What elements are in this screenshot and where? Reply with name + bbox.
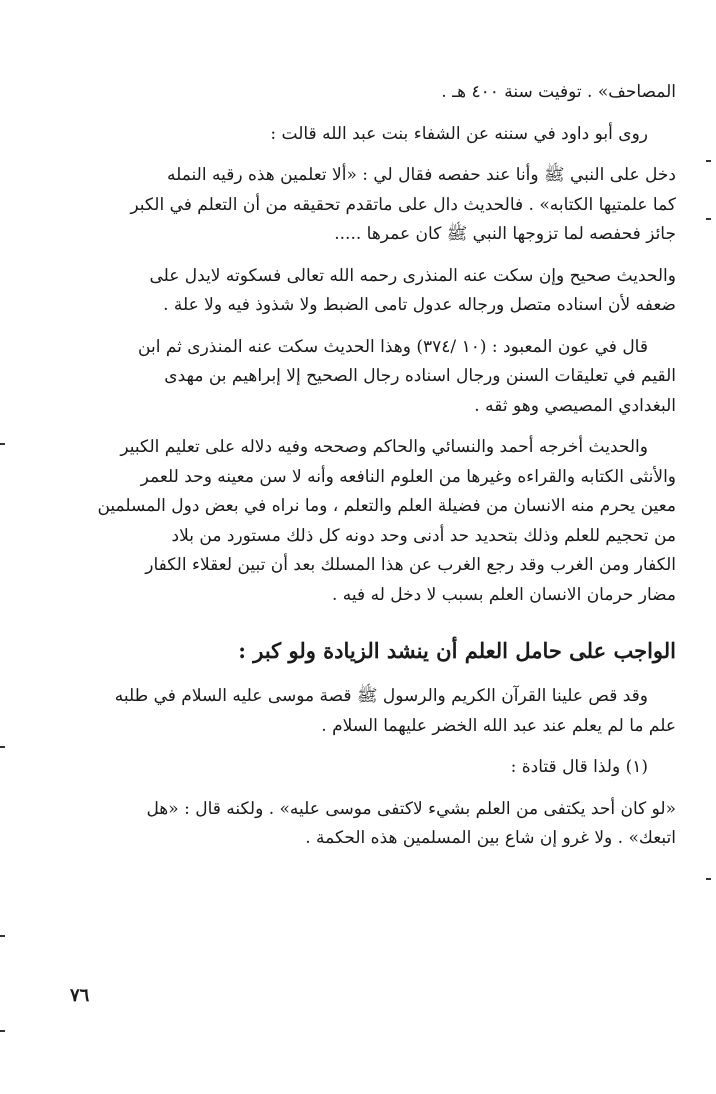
text-line: والحديث أخرجه أحمد والنسائي والحاكم وصححه وفيه دلاله على تعليم الكبير — [120, 437, 648, 457]
margin-mark — [0, 935, 5, 937]
text-line: مضار حرمان الانسان العلم بسبب لا دخل له فيه . — [332, 584, 676, 605]
text-line: وقد قص علينا القرآن الكريم والرسول ﷺ قصة موسى عليه السلام في طلبه — [114, 686, 648, 706]
text-line: والحديث صحيح وإن سكت عنه المنذرى رحمه الله تعالى فسكوته لايدل على — [149, 265, 676, 286]
text-line: جائز فحفصه لما تزوجها النبي ﷺ كان عمرها ..... — [334, 224, 676, 244]
paragraph — [62, 433, 676, 610]
margin-mark — [706, 878, 711, 880]
text-line: من تحجيم للعلم وذلك بتحديد حد أدنى وحد دونه كل ذلك مستورد من بلاد — [171, 525, 676, 546]
text-line: علم ما لم يعلم عند عبد الله الخضر عليهما السلام . — [321, 715, 676, 736]
margin-mark — [0, 443, 5, 445]
text-line: معين يحرم منه الانسان من فضيلة العلم والتعلم ، وما نراه في بعض دول المسلمين — [97, 496, 676, 516]
margin-mark — [706, 160, 711, 162]
paragraph — [62, 333, 676, 422]
text-line: البغدادي المصيصي وهو ثقه . — [474, 395, 676, 416]
text-line: القيم في تعليقات السنن ورجال اسناده رجال الصحيح إلا إبراهيم بن مهدى — [164, 366, 676, 386]
page-number: ٧٦ — [70, 985, 90, 1006]
margin-mark — [0, 1030, 5, 1032]
text-blocks — [62, 78, 676, 854]
text-line: (١) ولذا قال قتادة : — [510, 757, 648, 777]
text-line: «لو كان أحد يكتفى من العلم بشيء لاكتفى موسى عليه» . ولكنه قال : «هل — [146, 798, 676, 819]
paragraph — [62, 161, 676, 250]
paragraph — [62, 753, 676, 783]
section-heading: الواجب على حامل العلم أن ينشد الزيادة ولو كبر : — [238, 638, 676, 663]
text-line: ضعفه لأن اسناده متصل ورجاله عدول تامى الضبط ولا شذوذ فيه ولا علة . — [163, 295, 676, 315]
paragraph — [62, 682, 676, 741]
text-line: قال في عون المعبود : (١٠ /٣٧٤) وهذا الحديث سكت عنه المنذرى ثم ابن — [138, 336, 648, 357]
margin-mark — [0, 746, 5, 748]
text-line: كما علمتيها الكتابه» . فالحديث دال على ماتقدم تحقيقه من أن التعلم في الكبر — [130, 194, 676, 215]
text-line: دخل على النبي ﷺ وأنا عند حفصه فقال لي : «ألا تعلمين هذه رقيه النمله — [166, 165, 676, 185]
paragraph — [62, 795, 676, 854]
text-line: الكفار ومن الغرب وقد رجع الغرب عن هذا المسلك بعد أن تبين لعقلاء الكفار — [145, 555, 676, 575]
paragraph — [62, 120, 676, 150]
text-line: والأنثى الكتابه والقراءه وغيرها من العلوم النافعه وأنه لا سن معينه وحد للعمر — [140, 466, 676, 487]
paragraph — [62, 262, 676, 321]
text-line: المصاحف» . توفيت سنة ٤٠٠ هـ . — [441, 82, 676, 102]
margin-mark — [706, 218, 711, 220]
paragraph — [62, 78, 676, 108]
text-line: اتبعك» . ولا غرو إن شاع بين المسلمين هذه الحكمة . — [305, 828, 676, 848]
text-line: روى أبو داود في سننه عن الشفاء بنت عبد الله قالت : — [270, 123, 648, 144]
page-body — [62, 78, 676, 866]
